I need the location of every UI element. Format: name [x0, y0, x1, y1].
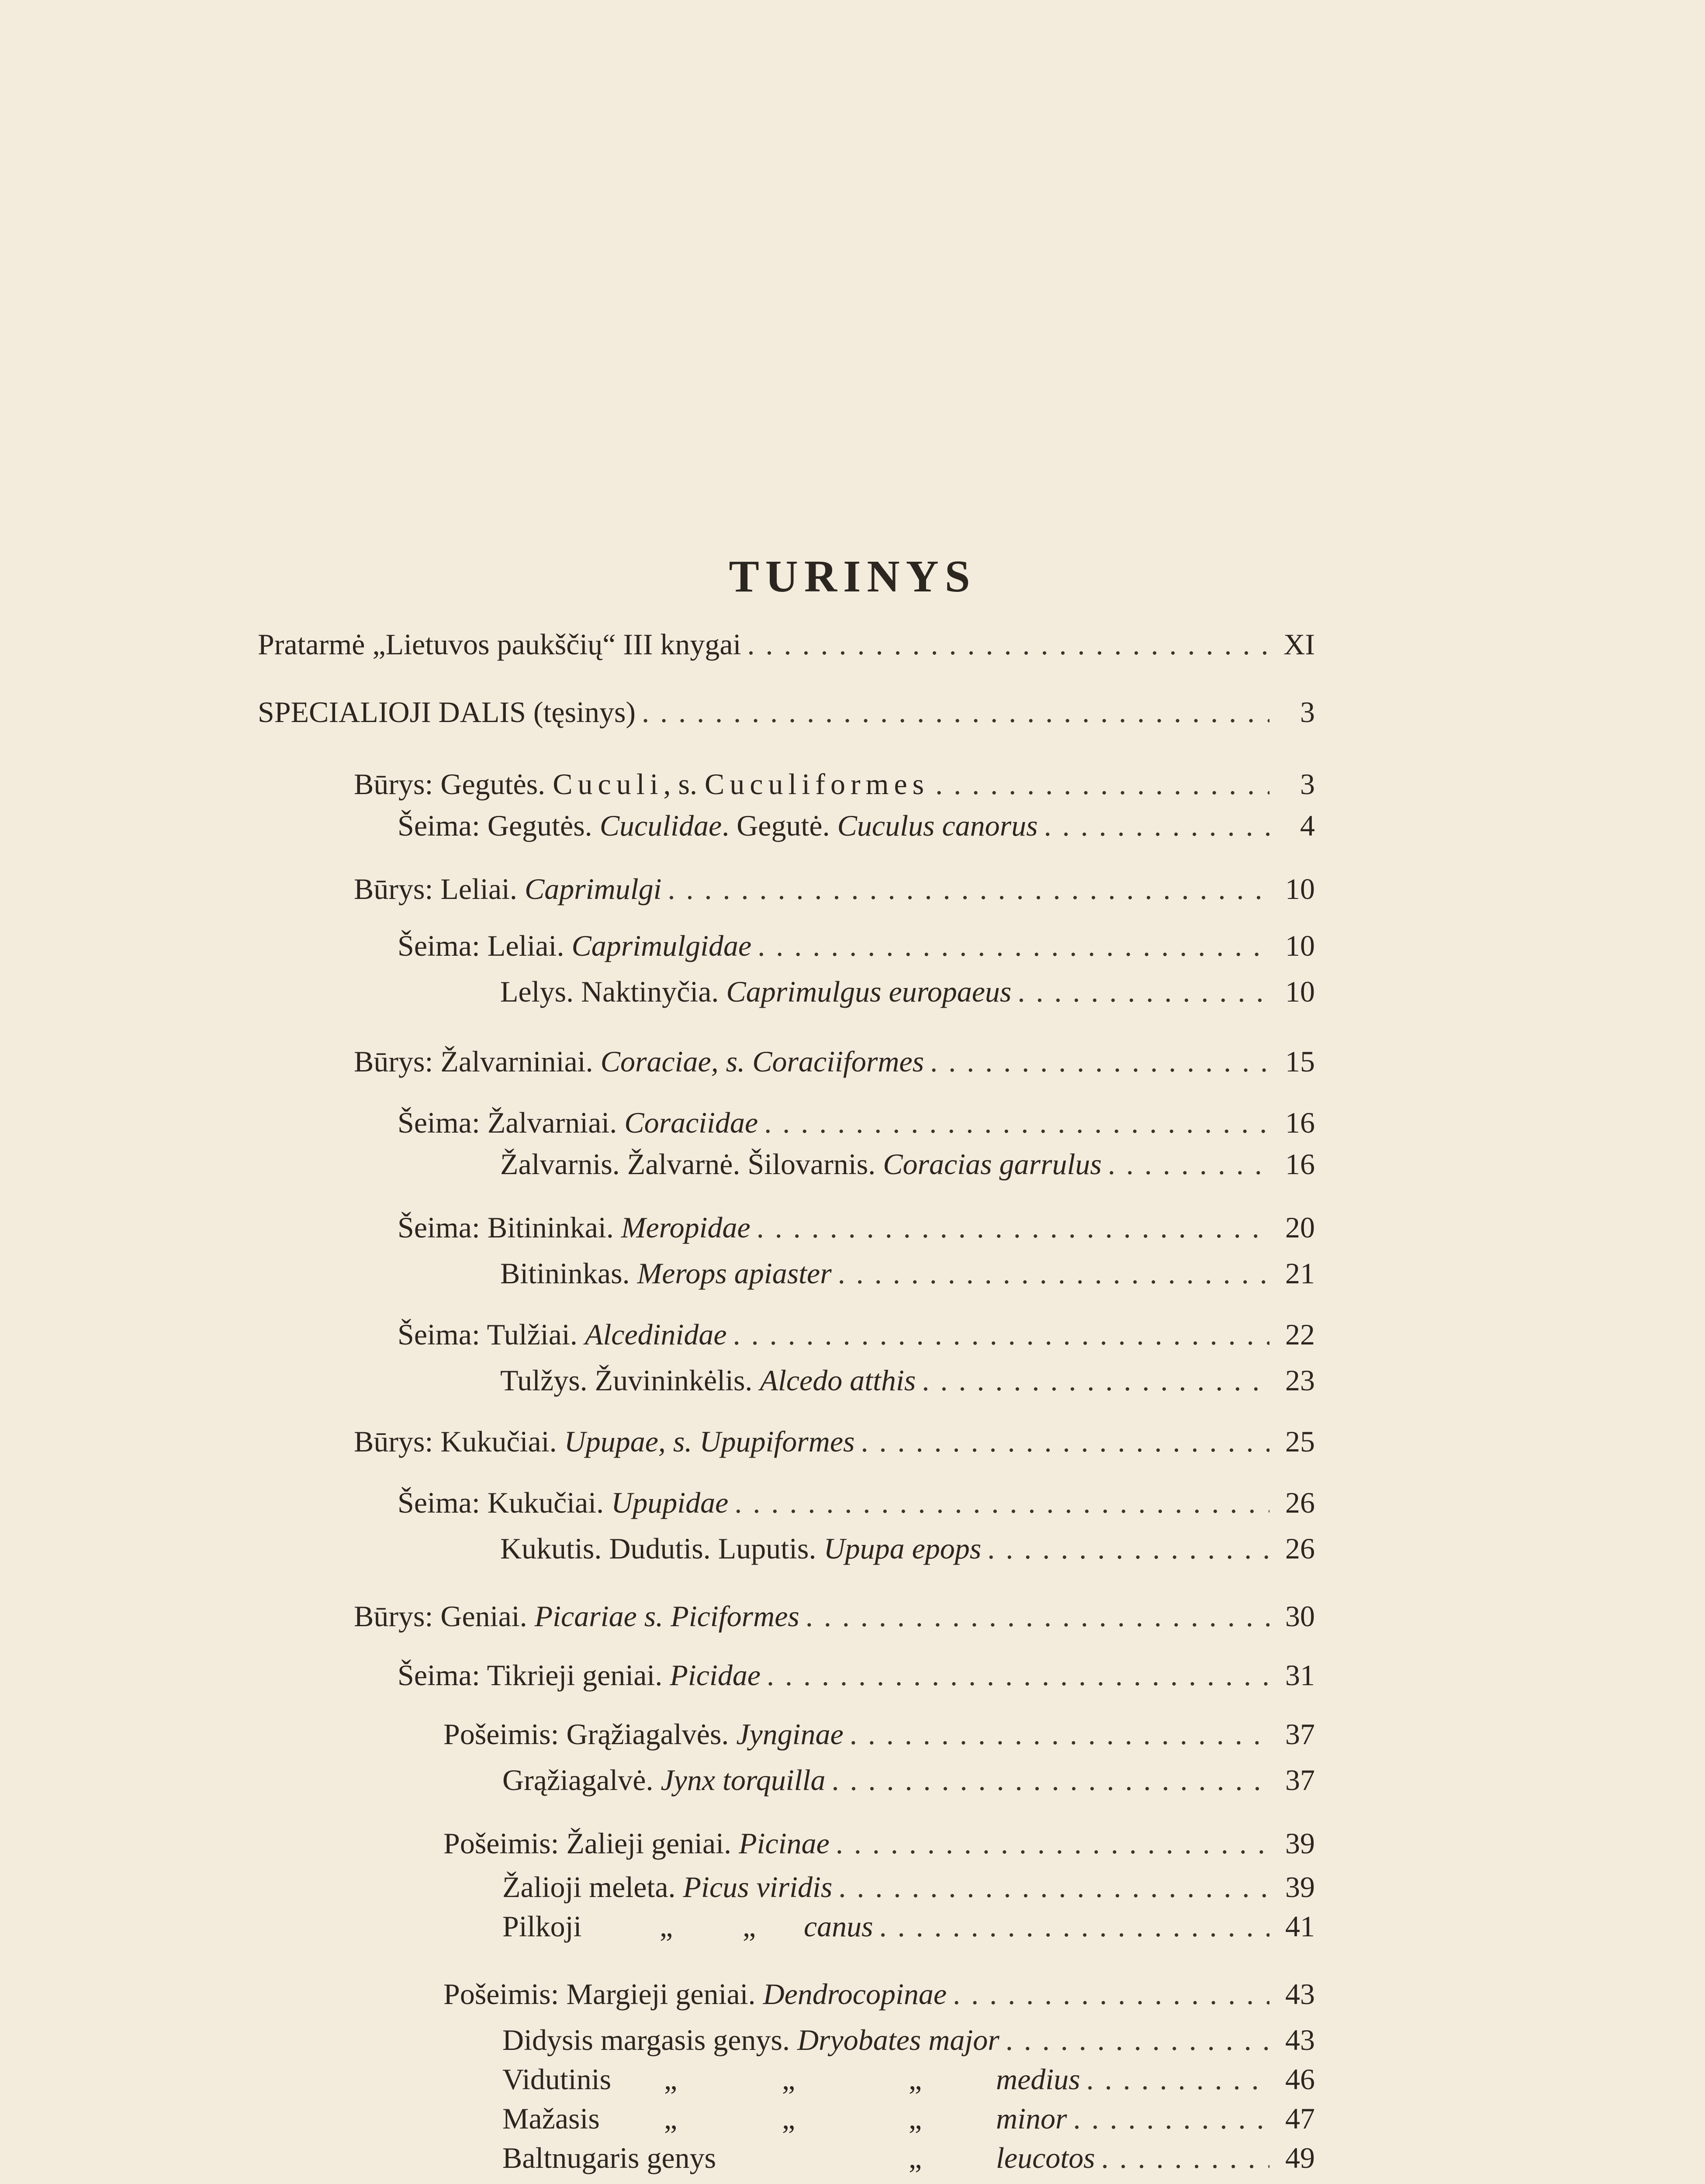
page-number: 41 — [1285, 1910, 1315, 1943]
page-number: 37 — [1285, 1763, 1315, 1797]
leader-dots — [1108, 1144, 1269, 1184]
page-number: 22 — [1285, 1318, 1315, 1351]
toc-entry — [443, 1824, 1315, 1863]
page-number: 26 — [1285, 1532, 1315, 1565]
entry-text: Didysis margasis genys. Dryobates major — [502, 2023, 999, 2056]
page-number: 46 — [1285, 2063, 1315, 2096]
page-number: 43 — [1285, 1977, 1315, 2011]
leader-dots — [1044, 806, 1269, 845]
toc-entry — [354, 764, 1315, 804]
leader-dots — [1101, 2138, 1269, 2177]
toc-entry — [354, 869, 1315, 909]
entry-text: Šeima: Tikrieji geniai. Picidae — [398, 1659, 761, 1692]
entry-text: Mažasis „ „ „ minor — [502, 2102, 1067, 2135]
leader-dots — [838, 1254, 1269, 1293]
leader-dots — [767, 1655, 1269, 1695]
toc-entry — [500, 1529, 1315, 1568]
leader-dots — [642, 692, 1269, 732]
leader-dots — [734, 1483, 1269, 1522]
page-number: 4 — [1300, 809, 1315, 842]
entry-text: Žalvarnis. Žalvarnė. Šilovarnis. Coracias garrulus — [500, 1147, 1102, 1181]
toc-entry — [398, 1208, 1315, 1247]
entry-text: Šeima: Gegutės. Cuculidae. Gegutė. Cuculus canorus — [398, 809, 1038, 842]
entry-text: Būrys: Gegutės. Cuculi, s. Cuculiformes — [354, 767, 930, 801]
leader-dots — [838, 1867, 1269, 1907]
page-number: 15 — [1285, 1045, 1315, 1078]
toc-entry — [500, 1254, 1315, 1293]
entry-text: Pošeimis: Margieji geniai. Dendrocopinae — [443, 1977, 947, 2011]
entry-text: Lelys. Naktinyčia. Caprimulgus europaeus — [500, 975, 1012, 1008]
entry-text: Pošeimis: Grąžiagalvės. Jynginae — [443, 1717, 844, 1751]
entry-text: Baltnugaris genys „ leucotos — [502, 2141, 1095, 2174]
entry-text: Būrys: Žalvarniniai. Coraciae, s. Coraciiformes — [354, 1045, 924, 1078]
page-number: 10 — [1285, 975, 1315, 1008]
toc-entry — [258, 692, 1315, 732]
entry-text: Būrys: Kukučiai. Upupae, s. Upupiformes — [354, 1425, 855, 1458]
toc-entry — [354, 1042, 1315, 1081]
page-number: 10 — [1285, 929, 1315, 962]
page-number: 25 — [1285, 1425, 1315, 1458]
entry-text: SPECIALIOJI DALIS (tęsinys) — [258, 695, 636, 729]
leader-dots — [935, 764, 1269, 804]
toc-entry — [502, 2138, 1315, 2177]
toc-entry — [258, 625, 1315, 664]
toc-entry — [502, 1907, 1315, 1946]
leader-dots — [757, 926, 1269, 965]
entry-text: Šeima: Kukučiai. Upupidae — [398, 1486, 729, 1519]
leader-dots — [879, 1907, 1269, 1946]
leader-dots — [1017, 972, 1269, 1011]
page-number: 31 — [1285, 1659, 1315, 1692]
entry-text: Bitininkas. Merops apiaster — [500, 1257, 832, 1290]
toc-entry — [443, 1974, 1315, 2014]
page-number: 47 — [1285, 2102, 1315, 2135]
leader-dots — [1006, 2020, 1269, 2060]
page-number: 3 — [1300, 695, 1315, 729]
entry-text: Šeima: Žalvarniai. Coraciidae — [398, 1106, 758, 1139]
toc-entry — [500, 1144, 1315, 1184]
entry-text: Būrys: Leliai. Caprimulgi — [354, 872, 662, 905]
toc-entry — [398, 1483, 1315, 1522]
toc-entry — [502, 2099, 1315, 2138]
leader-dots — [764, 1103, 1269, 1142]
page-number: XI — [1283, 628, 1315, 661]
toc-entry — [500, 972, 1315, 1011]
entry-text: Tulžys. Žuvininkėlis. Alcedo atthis — [500, 1364, 916, 1397]
page-number: 43 — [1285, 2023, 1315, 2056]
leader-dots — [747, 625, 1270, 664]
toc-entry — [398, 926, 1315, 965]
toc-entry — [500, 1361, 1315, 1400]
leader-dots — [922, 1361, 1269, 1400]
leader-dots — [861, 1422, 1270, 1461]
entry-text: Būrys: Geniai. Picariae s. Piciformes — [354, 1600, 799, 1633]
toc-entry — [502, 2020, 1315, 2060]
page-number: 39 — [1285, 1870, 1315, 1904]
page-number: 16 — [1285, 1106, 1315, 1139]
entry-text: Grąžiagalvė. Jynx torquilla — [502, 1763, 826, 1797]
toc-entry — [398, 1103, 1315, 1142]
leader-dots — [930, 1042, 1269, 1081]
leader-dots — [1073, 2099, 1269, 2138]
toc-entry — [443, 1714, 1315, 1754]
leader-dots — [806, 1597, 1269, 1636]
page-number: 30 — [1285, 1600, 1315, 1633]
entry-text: Vidutinis „ „ „ medius — [502, 2063, 1080, 2096]
toc-entry — [398, 1655, 1315, 1695]
leader-dots — [757, 1208, 1269, 1247]
page-number: 26 — [1285, 1486, 1315, 1519]
entry-text: Šeima: Leliai. Caprimulgidae — [398, 929, 752, 962]
toc-entry — [398, 1315, 1315, 1354]
page-number: 16 — [1285, 1147, 1315, 1181]
page-number: 21 — [1285, 1257, 1315, 1290]
page-number: 10 — [1285, 872, 1315, 905]
entry-text: Žalioji meleta. Picus viridis — [502, 1870, 833, 1904]
toc-entry — [354, 1422, 1315, 1461]
leader-dots — [836, 1824, 1269, 1863]
entry-text: Šeima: Tulžiai. Alcedinidae — [398, 1318, 727, 1351]
toc-entry — [502, 1867, 1315, 1907]
leader-dots — [668, 869, 1269, 909]
leader-dots — [850, 1714, 1269, 1754]
toc-entry — [354, 1597, 1315, 1636]
leader-dots — [1086, 2060, 1269, 2099]
entry-text: Šeima: Bitininkai. Meropidae — [398, 1211, 750, 1244]
toc-entry — [502, 2060, 1315, 2099]
page-number: 23 — [1285, 1364, 1315, 1397]
toc-entry — [398, 806, 1315, 845]
leader-dots — [953, 1974, 1269, 2014]
leader-dots — [832, 1760, 1269, 1800]
entry-text: Kukutis. Dudutis. Luputis. Upupa epops — [500, 1532, 982, 1565]
entry-text: Pošeimis: Žalieji geniai. Picinae — [443, 1827, 830, 1860]
entry-text: Pratarmė „Lietuvos paukščių“ III knygai — [258, 628, 741, 661]
entry-text: Pilkoji „ „ canus — [502, 1910, 873, 1943]
leader-dots — [733, 1315, 1269, 1354]
toc-entry — [502, 1760, 1315, 1800]
page-number: 20 — [1285, 1211, 1315, 1244]
leader-dots — [987, 1529, 1269, 1568]
page-number: 39 — [1285, 1827, 1315, 1860]
page-number: 49 — [1285, 2141, 1315, 2174]
page-number: 3 — [1300, 767, 1315, 801]
page-title: TURINYS — [729, 551, 976, 601]
page-number: 37 — [1285, 1717, 1315, 1751]
